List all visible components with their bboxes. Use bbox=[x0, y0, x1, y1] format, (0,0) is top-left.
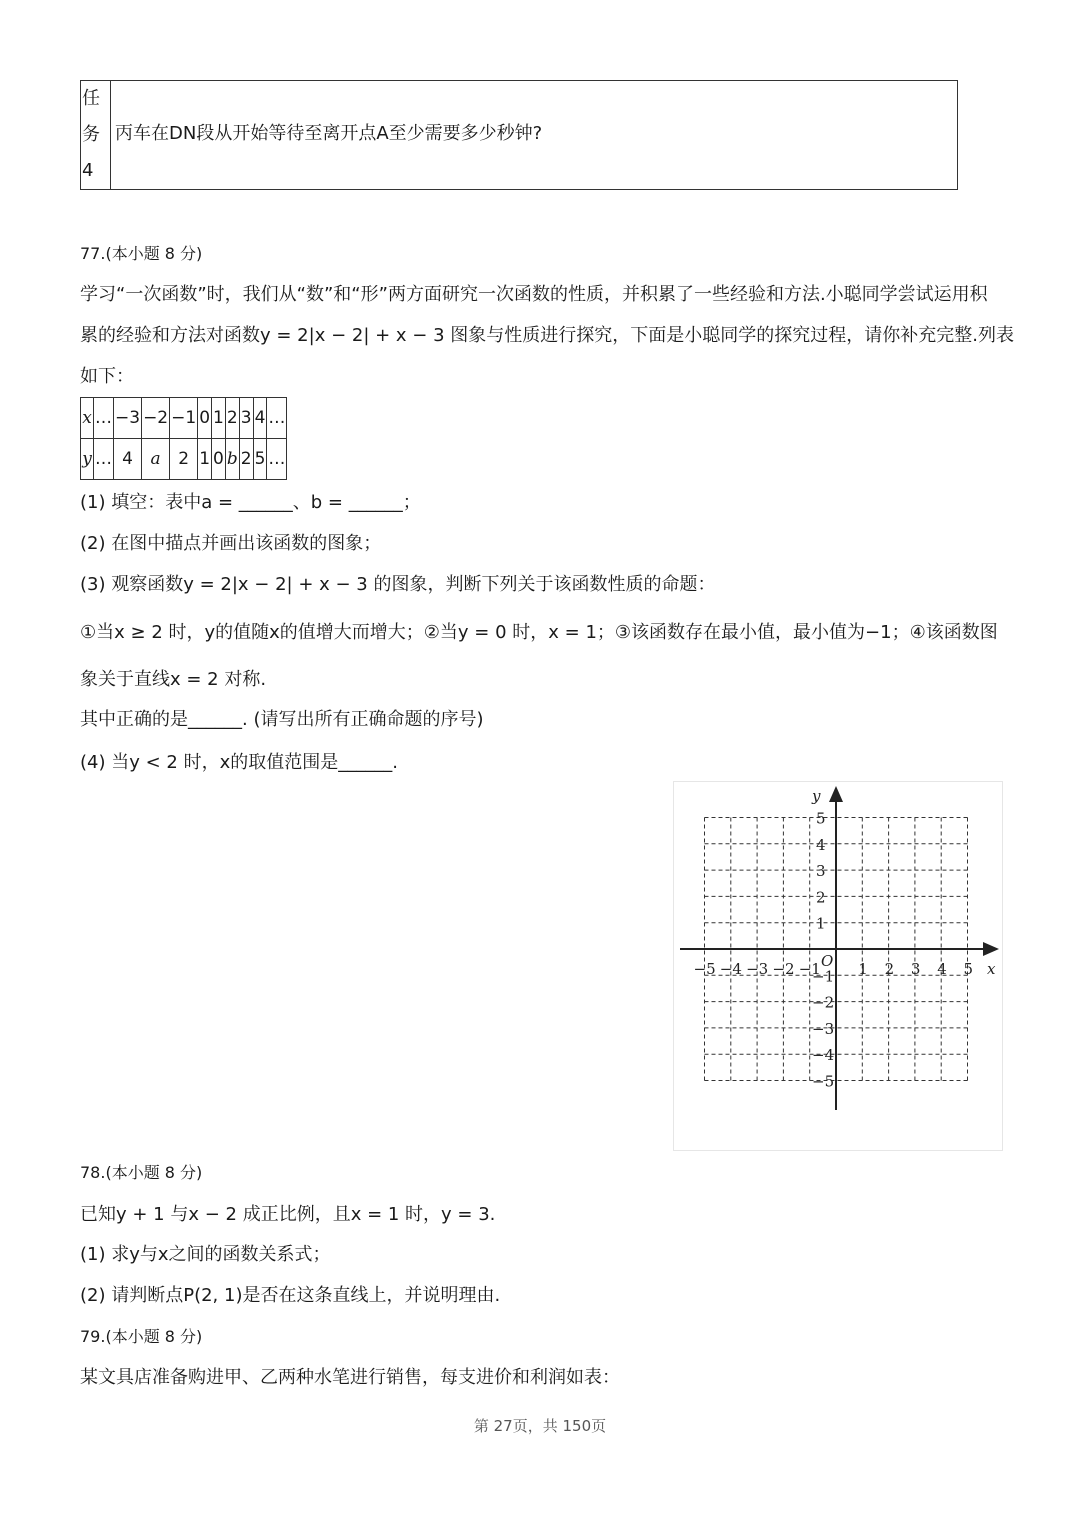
axes bbox=[680, 786, 999, 1110]
y-tick-label: −3 bbox=[812, 1019, 835, 1038]
q78-header: 78.(本小题 8 分) bbox=[80, 1163, 203, 1182]
table-cell: y bbox=[81, 439, 94, 480]
table-cell: … bbox=[94, 398, 114, 439]
y-tick-label: 5 bbox=[816, 809, 826, 828]
x-tick-label: 3 bbox=[910, 960, 921, 978]
q77-part2: (2) 在图中描点并画出该函数的图象； bbox=[80, 533, 382, 554]
table-cell: 2 bbox=[225, 398, 239, 439]
coordinate-grid bbox=[674, 782, 1002, 1150]
table-cell: b bbox=[225, 439, 239, 480]
q77-intro-line3: 如下： bbox=[80, 366, 134, 387]
table-cell: a bbox=[142, 439, 170, 480]
x-tick-label: −3 bbox=[746, 960, 769, 978]
table-cell: −3 bbox=[114, 398, 142, 439]
q77-intro-line1: 学习“一次函数”时，我们从“数”和“形”两方面研究一次函数的性质，并积累了一些经验和方法.小聪同学尝试运用积 bbox=[80, 284, 988, 305]
q79-header: 79.(本小题 8 分) bbox=[80, 1327, 203, 1346]
x-tick-label: −4 bbox=[719, 960, 742, 978]
table-cell: x bbox=[81, 398, 94, 439]
page-footer: 第 27页，共 150页 bbox=[473, 1417, 607, 1435]
origin-label: O bbox=[821, 952, 834, 970]
x-tick-label: −2 bbox=[772, 960, 795, 978]
x-tick-label: 2 bbox=[884, 960, 895, 978]
y-tick-label: −2 bbox=[812, 993, 835, 1012]
y-tick-label: 1 bbox=[816, 914, 826, 933]
table-cell: 0 bbox=[198, 398, 212, 439]
x-axis-label: x bbox=[987, 960, 996, 978]
y-axis-label: y bbox=[812, 787, 821, 805]
value-table bbox=[80, 397, 287, 480]
table-cell: 2 bbox=[170, 439, 198, 480]
q78-part1: (1) 求y与x之间的函数关系式； bbox=[80, 1244, 331, 1265]
task-label-char: 任 bbox=[82, 88, 100, 109]
q78-part2: (2) 请判断点P(2, 1)是否在这条直线上，并说明理由. bbox=[80, 1285, 501, 1306]
q79-text: 某文具店准备购进甲、乙两种水笔进行销售，每支进价和利润如表： bbox=[80, 1367, 620, 1388]
q77-props-line2: 象关于直线x = 2 对称. bbox=[80, 669, 267, 690]
x-axis-arrow bbox=[983, 942, 999, 956]
y-tick-label: 2 bbox=[816, 888, 826, 907]
table-row-x bbox=[81, 398, 287, 439]
x-tick-label: −5 bbox=[693, 960, 716, 978]
table-cell: … bbox=[94, 439, 114, 480]
task-label bbox=[81, 81, 111, 189]
q77-part3: (3) 观察函数y = 2|x − 2| + x − 3 的图象，判断下列关于该函数性质的命题： bbox=[80, 574, 716, 595]
q77-correct: 其中正确的是______. (请写出所有正确命题的序号) bbox=[80, 709, 484, 730]
task-text: 丙车在DN段从开始等待至离开点A至少需要多少秒钟? bbox=[115, 123, 543, 144]
table-cell: … bbox=[267, 398, 287, 439]
y-tick-label: −5 bbox=[812, 1072, 835, 1091]
table-cell: 2 bbox=[239, 439, 253, 480]
table-cell: 1 bbox=[198, 439, 212, 480]
q77-part4: (4) 当y < 2 时，x的取值范围是______. bbox=[80, 752, 398, 773]
table-cell: 1 bbox=[212, 398, 226, 439]
y-tick-label: 3 bbox=[816, 862, 826, 881]
table-cell: 4 bbox=[114, 439, 142, 480]
y-tick-label: −1 bbox=[812, 967, 835, 986]
q77-part1: (1) 填空：表中a = ______、b = ______； bbox=[80, 492, 421, 513]
task-table bbox=[80, 80, 958, 190]
table-cell: 5 bbox=[253, 439, 267, 480]
table-cell: 3 bbox=[239, 398, 253, 439]
y-tick-label: 4 bbox=[816, 835, 826, 854]
y-axis-arrow bbox=[829, 786, 843, 802]
table-cell: … bbox=[267, 439, 287, 480]
coordinate-grid-figure bbox=[673, 781, 1003, 1151]
table-row-y bbox=[81, 439, 287, 480]
table-cell: 0 bbox=[212, 439, 226, 480]
table-cell: −2 bbox=[142, 398, 170, 439]
q78-given: 已知y + 1 与x − 2 成正比例，且x = 1 时，y = 3. bbox=[80, 1204, 496, 1225]
x-tick-label: −1 bbox=[798, 960, 821, 978]
table-cell: −1 bbox=[170, 398, 198, 439]
table-cell: 4 bbox=[253, 398, 267, 439]
q77-intro-line2: 累的经验和方法对函数y = 2|x − 2| + x − 3 图象与性质进行探究，下面是小聪同学的探究过程，请你补充完整.列表 bbox=[80, 325, 1014, 346]
x-tick-label: 5 bbox=[963, 960, 974, 978]
q77-header: 77.(本小题 8 分) bbox=[80, 244, 203, 263]
task-label-char: 4 bbox=[82, 160, 94, 181]
y-tick-label: −4 bbox=[812, 1046, 835, 1065]
x-tick-label: 1 bbox=[858, 960, 868, 978]
task-label-char: 务 bbox=[82, 124, 100, 145]
x-tick-label: 4 bbox=[937, 960, 947, 978]
q77-props-line1: ①当x ≥ 2 时，y的值随x的值增大而增大；②当y = 0 时，x = 1；③该函数存在最小值，最小值为−1；④该函数图 bbox=[80, 622, 998, 643]
